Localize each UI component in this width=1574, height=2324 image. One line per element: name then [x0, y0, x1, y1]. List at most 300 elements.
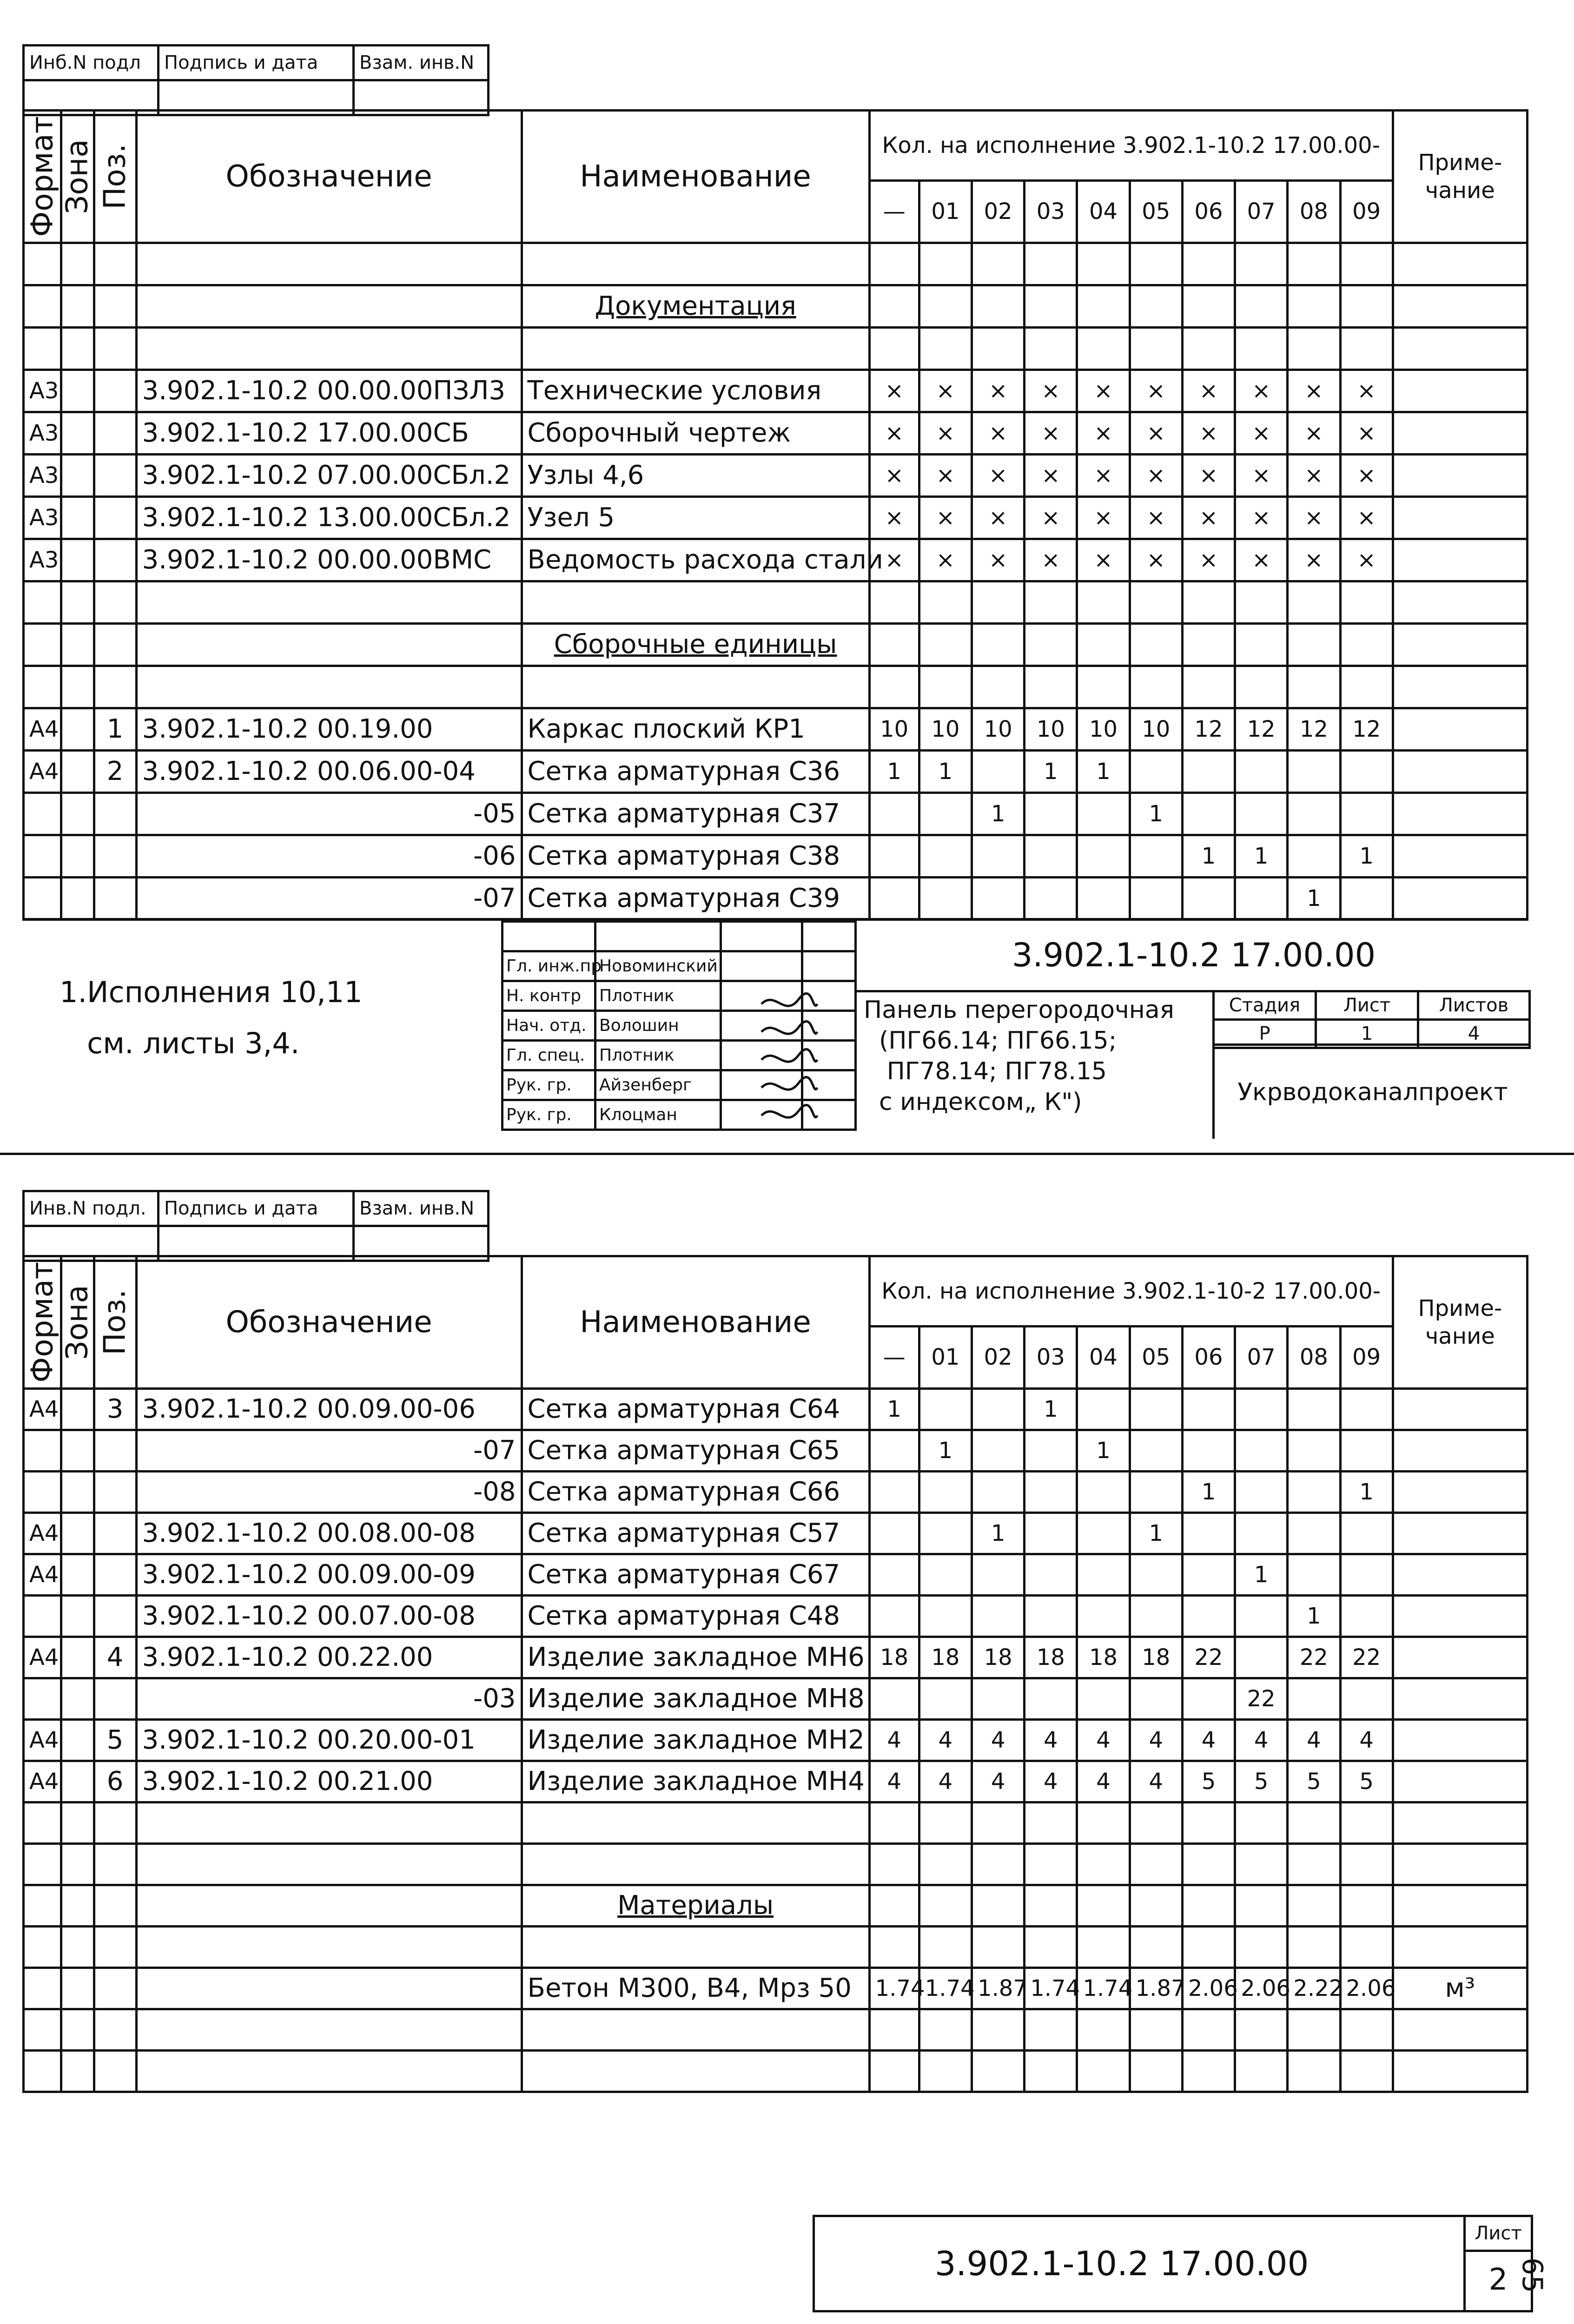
sheet-header: Лист — [1316, 991, 1418, 1020]
cell-qty — [1182, 1512, 1235, 1554]
cell-designation: 3.902.1-10.2 00.08.00-08 — [136, 1512, 522, 1554]
cell-pos — [94, 1512, 136, 1554]
cell-name: Сборочные единицы — [522, 623, 869, 666]
cell-designation — [136, 327, 522, 370]
cell-name: Сетка арматурная С65 — [522, 1430, 869, 1471]
cell-qty — [1235, 2050, 1288, 2092]
cell-qty — [1288, 623, 1340, 666]
cell-qty — [1025, 1595, 1077, 1637]
exec-col-4: 04 — [1077, 180, 1130, 243]
sheet-value: 1 — [1316, 1020, 1418, 1048]
cell-format: А4 — [24, 1719, 61, 1761]
col-note: Приме- чание — [1393, 111, 1527, 243]
cell-format — [24, 877, 61, 919]
cell-qty: 1.87 — [1130, 1967, 1182, 2009]
cell-qty — [1077, 327, 1130, 370]
cell-pos — [94, 623, 136, 666]
cell-qty — [1130, 1926, 1182, 1967]
exec-col-4: 04 — [1077, 1326, 1130, 1388]
cell-qty — [1025, 835, 1077, 877]
cell-zone — [61, 1637, 94, 1678]
cell-qty: × — [1340, 412, 1393, 454]
cell-qty — [1130, 1388, 1182, 1430]
cell-qty: 4 — [919, 1761, 972, 1802]
cell-qty: 5 — [1288, 1761, 1340, 1802]
exec-col-6: 06 — [1182, 180, 1235, 243]
cell-zone — [61, 496, 94, 539]
cell-designation: 3.902.1-10.2 00.00.00ПЗЛ3 — [136, 370, 522, 412]
cell-zone — [61, 1430, 94, 1471]
cell-qty — [1025, 243, 1077, 285]
cell-qty: × — [1182, 539, 1235, 581]
cell-qty: × — [1130, 370, 1182, 412]
cell-qty — [919, 285, 972, 327]
cell-note — [1393, 1802, 1527, 1843]
cell-qty — [972, 1471, 1024, 1512]
cell-note — [1393, 1388, 1527, 1430]
cell-format — [24, 792, 61, 835]
cell-qty — [1182, 877, 1235, 919]
table-row — [24, 1843, 1528, 1885]
cell-designation: 3.902.1-10.2 00.09.00-09 — [136, 1554, 522, 1595]
cell-qty: × — [1182, 496, 1235, 539]
cell-qty — [1025, 1471, 1077, 1512]
cell-qty — [1235, 1512, 1288, 1554]
cell-name: Изделие закладное МН6 — [522, 1637, 869, 1678]
cell-qty — [972, 581, 1024, 623]
cell-name: Сетка арматурная С37 — [522, 792, 869, 835]
cell-qty — [1130, 1595, 1182, 1637]
title-block-2 — [813, 2215, 1533, 2312]
cell-qty — [1235, 1595, 1288, 1637]
cell-qty — [1235, 581, 1288, 623]
cell-qty: 12 — [1340, 708, 1393, 750]
cell-qty: × — [972, 370, 1024, 412]
cell-name: Изделие закладное МН8 — [522, 1678, 869, 1719]
cell-qty: 22 — [1182, 1637, 1235, 1678]
cell-name: Сетка арматурная С57 — [522, 1512, 869, 1554]
cell-qty: 4 — [1077, 1761, 1130, 1802]
cell-note — [1393, 708, 1527, 750]
cell-zone — [61, 454, 94, 496]
cell-qty: × — [972, 454, 1024, 496]
cell-qty — [1182, 327, 1235, 370]
table-row — [24, 454, 1528, 496]
cell-qty — [869, 1430, 919, 1471]
cell-qty: 5 — [1340, 1761, 1393, 1802]
cell-qty: 4 — [1235, 1719, 1288, 1761]
sheet-number: 2 — [1488, 2263, 1508, 2297]
cell-pos — [94, 1802, 136, 1843]
table-row — [24, 1637, 1528, 1678]
cell-qty — [1077, 623, 1130, 666]
cell-qty: 1 — [1340, 835, 1393, 877]
cell-qty — [1025, 1843, 1077, 1885]
signature-role: Рук. гр. — [503, 1100, 595, 1130]
cell-designation: 3.902.1-10.2 07.00.00СБл.2 — [136, 454, 522, 496]
cell-qty — [1340, 327, 1393, 370]
cell-format — [24, 581, 61, 623]
cell-qty — [1235, 243, 1288, 285]
cell-qty — [1025, 327, 1077, 370]
cell-zone — [61, 1967, 94, 2009]
table-row — [24, 1554, 1528, 1595]
cell-qty: 4 — [1025, 1761, 1077, 1802]
cell-name — [522, 666, 869, 708]
cell-qty — [1288, 243, 1340, 285]
cell-format: А3 — [24, 496, 61, 539]
cell-pos — [94, 285, 136, 327]
cell-qty: × — [869, 539, 919, 581]
cell-qty: × — [1025, 412, 1077, 454]
cell-pos — [94, 454, 136, 496]
cell-designation: 3.902.1-10.2 17.00.00СБ — [136, 412, 522, 454]
cell-format — [24, 666, 61, 708]
cell-qty: × — [1288, 412, 1340, 454]
cell-qty — [919, 666, 972, 708]
cell-qty: 18 — [919, 1637, 972, 1678]
cell-note — [1393, 877, 1527, 919]
cell-qty: 18 — [1025, 1637, 1077, 1678]
cell-format — [24, 1926, 61, 1967]
cell-qty — [869, 1678, 919, 1719]
cell-qty — [1077, 666, 1130, 708]
cell-name: Изделие закладное МН2 — [522, 1719, 869, 1761]
cell-qty — [1340, 1926, 1393, 1967]
cell-pos — [94, 581, 136, 623]
cell-qty: 1 — [919, 750, 972, 792]
cell-qty — [869, 835, 919, 877]
cell-format: А4 — [24, 750, 61, 792]
cell-qty: × — [1235, 496, 1288, 539]
table-row — [24, 1885, 1528, 1926]
cell-format — [24, 327, 61, 370]
sheet-separator — [0, 1153, 1574, 1155]
cell-qty: 1 — [972, 1512, 1024, 1554]
cell-name — [522, 243, 869, 285]
cell-qty: 1 — [1182, 1471, 1235, 1512]
cell-note — [1393, 1843, 1527, 1885]
cell-qty: × — [1235, 454, 1288, 496]
cell-qty — [919, 1802, 972, 1843]
cell-name: Сетка арматурная С38 — [522, 835, 869, 877]
cell-note — [1393, 1471, 1527, 1512]
cell-qty — [919, 2050, 972, 2092]
cell-qty: × — [972, 496, 1024, 539]
cell-zone — [61, 327, 94, 370]
cell-qty — [1025, 1512, 1077, 1554]
cell-qty: × — [1025, 539, 1077, 581]
cell-qty: 22 — [1288, 1637, 1340, 1678]
cell-qty — [1235, 1637, 1288, 1678]
cell-qty: 4 — [1130, 1719, 1182, 1761]
cell-qty — [1235, 1430, 1288, 1471]
cell-qty — [1077, 285, 1130, 327]
col-pos: Поз. — [94, 1256, 136, 1389]
cell-qty — [1288, 1926, 1340, 1967]
cell-format — [24, 623, 61, 666]
cell-qty: 1 — [1235, 835, 1288, 877]
cell-format — [24, 285, 61, 327]
cell-format: А3 — [24, 454, 61, 496]
cell-zone — [61, 539, 94, 581]
signature-role: Рук. гр. — [503, 1070, 595, 1100]
cell-qty: × — [919, 412, 972, 454]
cell-designation — [136, 243, 522, 285]
cell-qty — [1025, 792, 1077, 835]
cell-note — [1393, 1885, 1527, 1926]
cell-qty: 1 — [1025, 1388, 1077, 1430]
cell-qty — [1130, 877, 1182, 919]
cell-qty: 4 — [919, 1719, 972, 1761]
cell-qty — [919, 623, 972, 666]
cell-qty — [1288, 581, 1340, 623]
cell-qty — [1182, 623, 1235, 666]
cell-qty — [1235, 1885, 1288, 1926]
cell-qty: 10 — [1025, 708, 1077, 750]
cell-qty: × — [1235, 539, 1288, 581]
cell-designation: -07 — [136, 1430, 522, 1471]
cell-qty: 1 — [1130, 1512, 1182, 1554]
table-row — [24, 1430, 1528, 1471]
cell-qty: 22 — [1340, 1637, 1393, 1678]
cell-designation — [136, 1885, 522, 1926]
cell-zone — [61, 708, 94, 750]
signature-name: Айзенберг — [595, 1070, 721, 1100]
cell-qty: × — [869, 496, 919, 539]
cell-designation — [136, 581, 522, 623]
table-row — [24, 327, 1528, 370]
cell-qty — [1340, 2050, 1393, 2092]
cell-pos: 5 — [94, 1719, 136, 1761]
cell-qty — [869, 1843, 919, 1885]
cell-qty — [1130, 2009, 1182, 2050]
cell-name — [522, 2009, 869, 2050]
cell-qty: × — [1130, 412, 1182, 454]
signature-name: Плотник — [595, 981, 721, 1011]
table-row — [24, 835, 1528, 877]
cell-qty — [1077, 1885, 1130, 1926]
cell-qty: × — [1130, 539, 1182, 581]
cell-designation: 3.902.1-10.2 00.07.00-08 — [136, 1595, 522, 1637]
cell-note — [1393, 1637, 1527, 1678]
cell-qty: 1 — [1182, 835, 1235, 877]
cell-qty: × — [869, 370, 919, 412]
cell-qty: 10 — [1077, 708, 1130, 750]
signature-role: Гл. спец. — [503, 1041, 595, 1070]
cell-zone — [61, 1802, 94, 1843]
cell-qty: 1.74 — [919, 1967, 972, 2009]
cell-qty — [1235, 1471, 1288, 1512]
stage-table — [1212, 990, 1531, 1049]
cell-qty — [1340, 581, 1393, 623]
item-name: Панель перегородочная (ПГ66.14; ПГ66.15; ПГ78.14; ПГ78.15 с индексом„ К") — [864, 996, 1174, 1116]
cell-qty — [1077, 2050, 1130, 2092]
cell-qty — [1288, 1430, 1340, 1471]
cell-qty — [919, 581, 972, 623]
document-code: 3.902.1-10.2 17.00.00 — [934, 2244, 1309, 2283]
cell-qty: × — [972, 539, 1024, 581]
sheets-value: 4 — [1418, 1020, 1530, 1048]
cell-qty: 4 — [1182, 1719, 1235, 1761]
cell-zone — [61, 1471, 94, 1512]
col-note: Приме- чание — [1393, 1256, 1527, 1389]
cell-pos — [94, 877, 136, 919]
cell-note — [1393, 623, 1527, 666]
cell-note — [1393, 792, 1527, 835]
cell-qty — [1340, 1512, 1393, 1554]
cell-qty: × — [919, 539, 972, 581]
cell-qty — [869, 792, 919, 835]
table-row — [24, 581, 1528, 623]
cell-qty: 2.06 — [1340, 1967, 1393, 2009]
cell-qty — [1182, 243, 1235, 285]
cell-zone — [61, 1719, 94, 1761]
sheet-note: 1.Исполнения 10,11 см. листы 3,4. — [60, 975, 363, 1060]
cell-qty — [972, 243, 1024, 285]
table-row — [24, 666, 1528, 708]
cell-qty: × — [1288, 370, 1340, 412]
cell-qty — [919, 1678, 972, 1719]
col-designation: Обозначение — [136, 1256, 522, 1389]
cell-name — [522, 1926, 869, 1967]
cell-qty: 10 — [972, 708, 1024, 750]
cell-name — [522, 327, 869, 370]
cell-pos — [94, 2009, 136, 2050]
cell-qty — [1025, 581, 1077, 623]
cell-qty: × — [869, 412, 919, 454]
cell-qty — [1130, 1802, 1182, 1843]
cell-qty — [1235, 2009, 1288, 2050]
cell-name — [522, 581, 869, 623]
table-row — [24, 370, 1528, 412]
cell-qty: 1 — [1130, 792, 1182, 835]
cell-qty — [1182, 1678, 1235, 1719]
table-row — [24, 496, 1528, 539]
table-row — [24, 708, 1528, 750]
cell-qty — [1288, 1885, 1340, 1926]
cell-qty — [869, 243, 919, 285]
cell-qty — [869, 1554, 919, 1595]
cell-qty — [1340, 1843, 1393, 1885]
cell-qty — [1130, 1430, 1182, 1471]
cell-qty — [1025, 1430, 1077, 1471]
cell-qty — [919, 1595, 972, 1637]
cell-qty: 4 — [972, 1719, 1024, 1761]
cell-qty — [869, 285, 919, 327]
cell-name — [522, 1802, 869, 1843]
cell-note: м³ — [1393, 1967, 1527, 2009]
cell-zone — [61, 1926, 94, 1967]
cell-pos — [94, 835, 136, 877]
signature-name: Волошин — [595, 1011, 721, 1041]
cell-qty — [1288, 2009, 1340, 2050]
cell-qty: × — [1077, 454, 1130, 496]
table-row — [24, 1719, 1528, 1761]
cell-qty — [972, 1430, 1024, 1471]
table-row — [24, 539, 1528, 581]
cell-qty — [1288, 666, 1340, 708]
cell-qty — [1130, 285, 1182, 327]
col-zone: Зона — [61, 111, 94, 243]
table-row — [24, 1967, 1528, 2009]
cell-qty — [919, 1512, 972, 1554]
cell-qty — [1235, 285, 1288, 327]
cell-qty — [919, 1554, 972, 1595]
cell-pos — [94, 1595, 136, 1637]
cell-format: А4 — [24, 1554, 61, 1595]
cell-qty — [1340, 666, 1393, 708]
cell-qty — [1288, 1471, 1340, 1512]
cell-name: Сетка арматурная С64 — [522, 1388, 869, 1430]
cell-qty — [869, 1471, 919, 1512]
sheet-label: Лист — [1466, 2217, 1531, 2252]
cell-zone — [61, 666, 94, 708]
cell-qty — [869, 2009, 919, 2050]
cell-format: А3 — [24, 370, 61, 412]
cell-qty — [1288, 1678, 1340, 1719]
cell-qty — [869, 1926, 919, 1967]
cell-qty: 18 — [869, 1637, 919, 1678]
col-format: Формат — [24, 111, 61, 243]
cell-qty — [1182, 1388, 1235, 1430]
cell-name: Материалы — [522, 1885, 869, 1926]
cell-qty: × — [919, 454, 972, 496]
cell-qty: 1 — [1340, 1471, 1393, 1512]
cell-qty: × — [1340, 496, 1393, 539]
cell-qty — [1288, 285, 1340, 327]
cell-qty — [919, 792, 972, 835]
cell-zone — [61, 750, 94, 792]
cell-qty — [1077, 1554, 1130, 1595]
cell-designation: -05 — [136, 792, 522, 835]
cell-qty — [1182, 1802, 1235, 1843]
cell-qty: × — [1182, 412, 1235, 454]
cell-qty — [1340, 877, 1393, 919]
cell-note — [1393, 1554, 1527, 1595]
table-row — [24, 243, 1528, 285]
cell-qty — [1077, 1802, 1130, 1843]
sheets-header: Листов — [1418, 991, 1530, 1020]
cell-note — [1393, 454, 1527, 496]
cell-designation: 3.902.1-10.2 00.00.00ВМС — [136, 539, 522, 581]
cell-qty: × — [1025, 370, 1077, 412]
cell-qty — [919, 1388, 972, 1430]
cell-qty — [1077, 1471, 1130, 1512]
cell-qty: 1 — [1288, 877, 1340, 919]
cell-zone — [61, 792, 94, 835]
cell-designation — [136, 2009, 522, 2050]
table-row — [24, 1802, 1528, 1843]
cell-designation: 3.902.1-10.2 00.22.00 — [136, 1637, 522, 1678]
col-designation: Обозначение — [136, 111, 522, 243]
cell-qty — [1182, 1885, 1235, 1926]
cell-qty — [1182, 2009, 1235, 2050]
cell-qty: 18 — [972, 1637, 1024, 1678]
cell-qty — [1077, 877, 1130, 919]
cell-qty: × — [1077, 539, 1130, 581]
cell-qty: × — [1340, 454, 1393, 496]
col-zone: Зона — [61, 1256, 94, 1389]
cell-qty — [1288, 1388, 1340, 1430]
cell-note — [1393, 1761, 1527, 1802]
cell-note — [1393, 581, 1527, 623]
cell-qty — [869, 1802, 919, 1843]
page-number-stamp: 65 — [1516, 2257, 1549, 2293]
stage-header: Стадия — [1214, 991, 1316, 1020]
cell-qty — [1182, 1595, 1235, 1637]
cell-note — [1393, 666, 1527, 708]
